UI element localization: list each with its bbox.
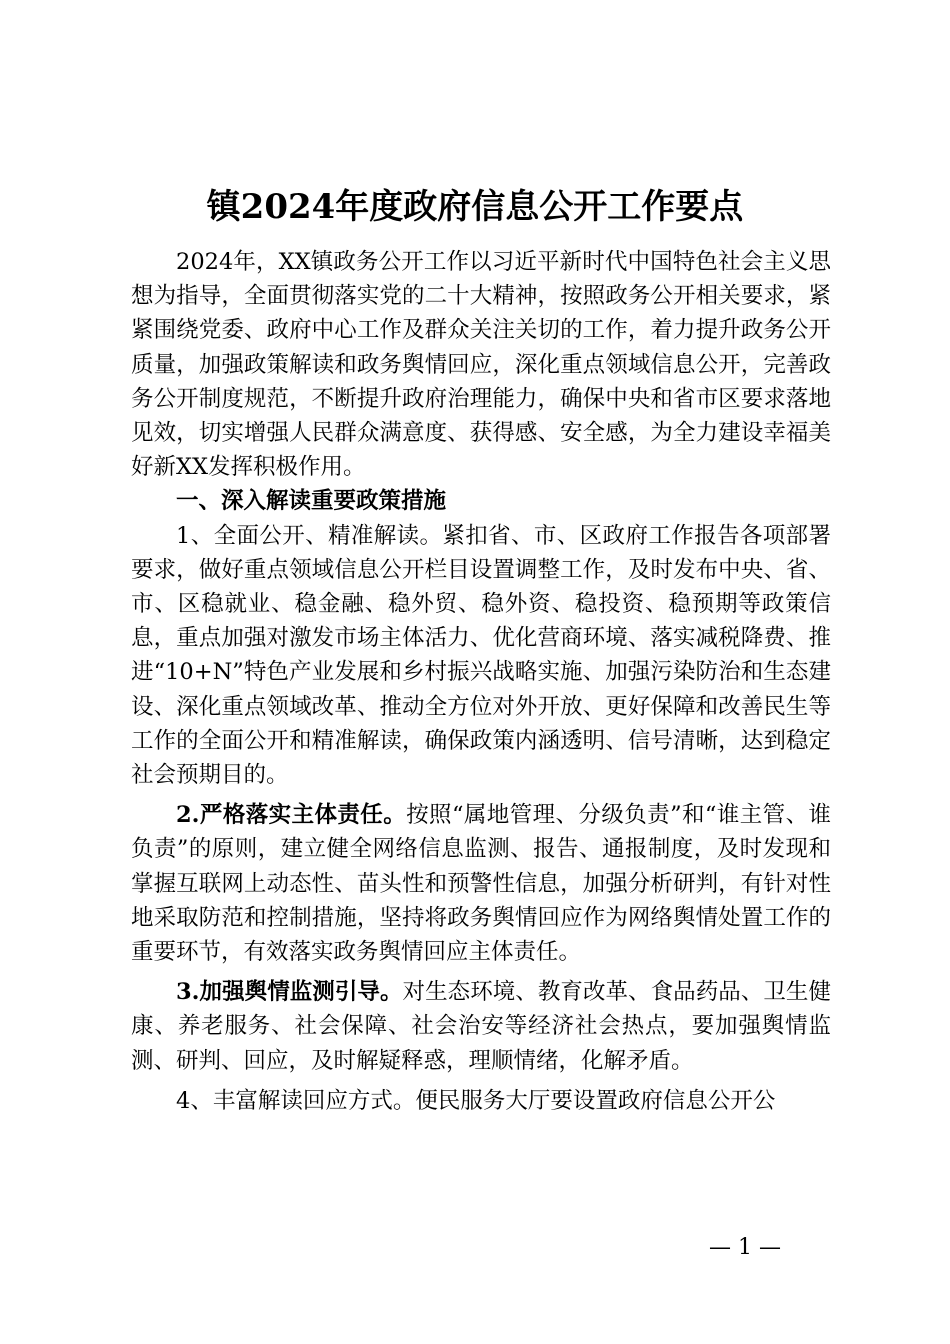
document-title: 镇2024年度政府信息公开工作要点: [206, 187, 744, 227]
page-number: — 1 —: [709, 1235, 781, 1260]
item-4-paragraph: 4、丰富解读回应方式。便民服务大厅要设置政府信息公开公: [176, 1087, 776, 1114]
section-heading: 一、深入解读重要政策措施: [176, 488, 447, 515]
intro-paragraph: 2024年，XX镇政务公开工作以习近平新时代中国特色社会主义思想为指导，全面贯彻落实党的二十大精神，按照政务公开相关要求，紧紧围绕党委、政府中心工作及群众关注关切的工作，着力提升政务公开质量，加强政策解读和政务舆情回应，深化重点领域信息公开，完善政务公开制度规范，不断提升政府治理能力，确保中央和省市区要求落地见效，切实增强人民群众满意度、获得感、安全感，为全力建设幸福美好新XX发挥积极作用。: [131, 249, 831, 481]
item-2-text: 按照“属地管理、分级负责”和“谁主管、谁负责”的原则，建立健全网络信息监测、报告、通报制度，及时发现和掌握互联网上动态性、苗头性和预警性信息，加强分析研判，有针对性地采取防范和控制措施，坚持将政务舆情回应作为网络舆情处置工作的重要环节，有效落实政务舆情回应主体责任。: [131, 802, 831, 966]
item-3-text: 对生态环境、教育改革、食品药品、卫生健康、养老服务、社会保障、社会治安等经济社会热点，要加强舆情监测、研判、回应，及时解疑释惑，理顺情绪，化解矛盾。: [131, 979, 831, 1074]
item-3-lead: 3.加强舆情监测引导。: [176, 979, 403, 1006]
item-1-paragraph: 1、全面公开、精准解读。紧扣省、市、区政府工作报告各项部署要求，做好重点领域信息公开栏目设置调整工作，及时发布中央、省、市、区稳就业、稳金融、稳外贸、稳外资、稳投资、稳预期等政策信息，重点加强对激发市场主体活力、优化营商环境、落实减税降费、推进“10+N”特色产业发展和乡村振兴战略实施、加强污染防治和生态建设、深化重点领域改革、推动全方位对外开放、更好保障和改善民生等工作的全面公开和精准解读，确保政策内涵透明、信号清晰，达到稳定社会预期目的。: [131, 522, 831, 789]
document-body: [131, 245, 831, 1118]
item-2-paragraph: [131, 798, 831, 969]
item-2-lead: 2.严格落实主体责任。: [176, 802, 407, 829]
item-3-paragraph: [131, 975, 831, 1078]
